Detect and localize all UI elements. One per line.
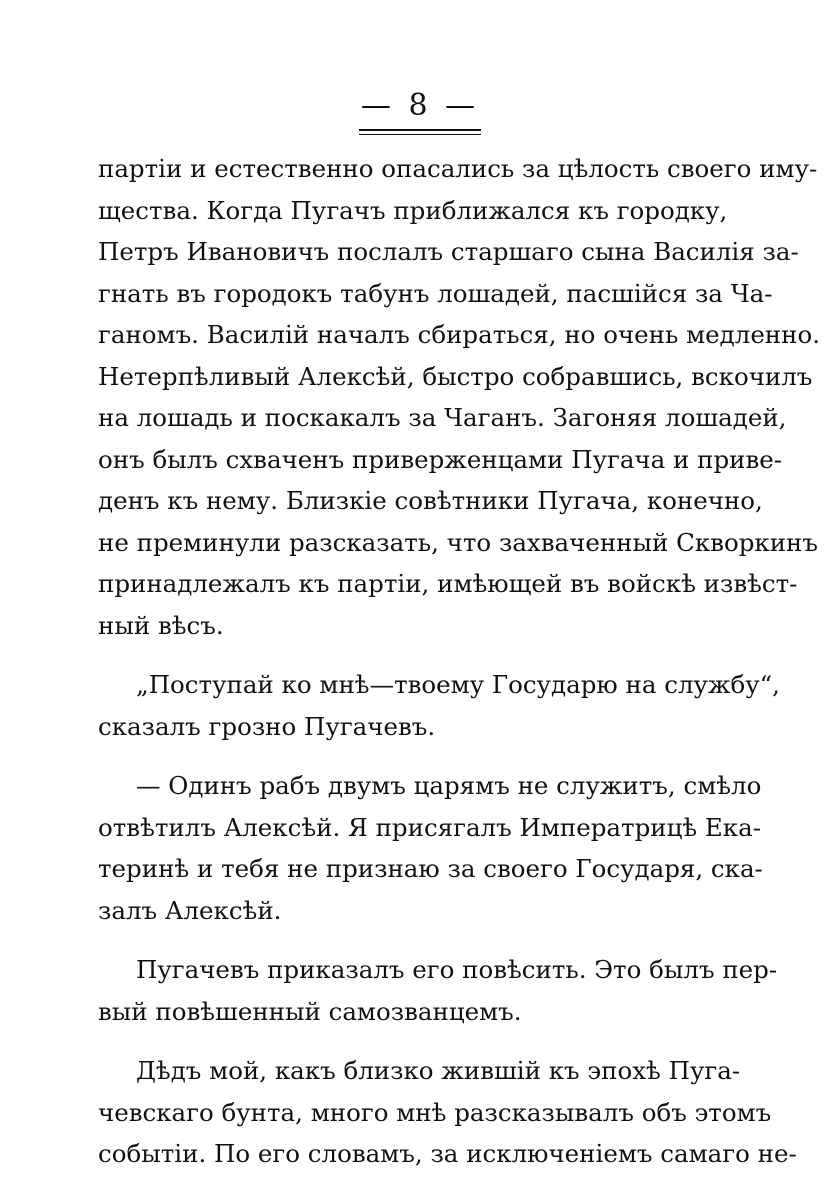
- text-line: денъ къ нему. Близкiе совѣтники Пугача, конечно,: [98, 486, 763, 515]
- text-line: „Поступай ко мнѣ—твоему Государю на службу“,: [136, 670, 780, 699]
- header-rule: [359, 129, 481, 135]
- paragraph: [98, 949, 778, 1032]
- text-line: Петръ Ивановичъ послалъ старшаго сына Василiя за-: [98, 237, 799, 266]
- text-line: Дѣдъ мой, какъ близко жившiй къ эпохѣ Пуга-: [136, 1056, 741, 1085]
- text-line: событiи. По его словамъ, за исключенiемъ самаго не-: [98, 1139, 797, 1168]
- text-line: залъ Алексѣй.: [98, 895, 282, 925]
- text-line: онъ былъ схваченъ приверженцами Пугача и приве-: [98, 444, 783, 474]
- text-line: сказалъ грозно Пугачевъ.: [98, 711, 436, 741]
- text-line: чевскаго бунта, много мнѣ разсказывалъ объ этомъ: [98, 1097, 772, 1127]
- paragraph-gap: [98, 747, 714, 765]
- text-line: на лошадь и поскакалъ за Чаганъ. Загоняя лошадей,: [98, 403, 787, 432]
- text-line: Пугачевъ приказалъ его повѣсить. Это былъ пер-: [136, 955, 778, 984]
- paragraph: [98, 1050, 797, 1175]
- text-line: щества. Когда Пугачъ приближался къ городку,: [98, 195, 728, 225]
- text-line: ный вѣсъ.: [98, 610, 224, 640]
- text-line: партiи и естественно опасались за цѣлость своего иму-: [98, 154, 818, 183]
- body-text: [98, 148, 821, 1175]
- paragraph: [98, 664, 780, 747]
- paragraph: [98, 148, 821, 646]
- text-line: отвѣтилъ Алексѣй. Я присягалъ Императрицѣ Ека-: [98, 812, 762, 842]
- text-line: Нетерпѣливый Алексѣй, быстро собравшись, вскочилъ: [98, 361, 813, 391]
- text-line: гнать въ городокъ табунъ лошадей, пасшiйся за Ча-: [98, 278, 773, 308]
- paragraph: [98, 765, 763, 931]
- paragraph-gap: [98, 931, 714, 949]
- page-number: — 8 —: [360, 88, 480, 123]
- paragraph-gap: [98, 646, 714, 664]
- paragraph-gap: [98, 1032, 714, 1050]
- text-line: не преминули разсказать, что захваченный Скворкинъ: [98, 527, 818, 557]
- text-line: ганомъ. Василiй началъ сбираться, но очень медленно.: [98, 320, 821, 349]
- page-header: [0, 88, 840, 135]
- text-line: принадлежалъ къ партiи, имѣющей въ войскѣ извѣст-: [98, 569, 798, 598]
- text-line: теринѣ и тебя не признаю за своего Государя, ска-: [98, 854, 763, 883]
- text-line: — Одинъ рабъ двумъ царямъ не служитъ, смѣло: [136, 771, 762, 800]
- text-line: вый повѣшенный самозванцемъ.: [98, 996, 522, 1026]
